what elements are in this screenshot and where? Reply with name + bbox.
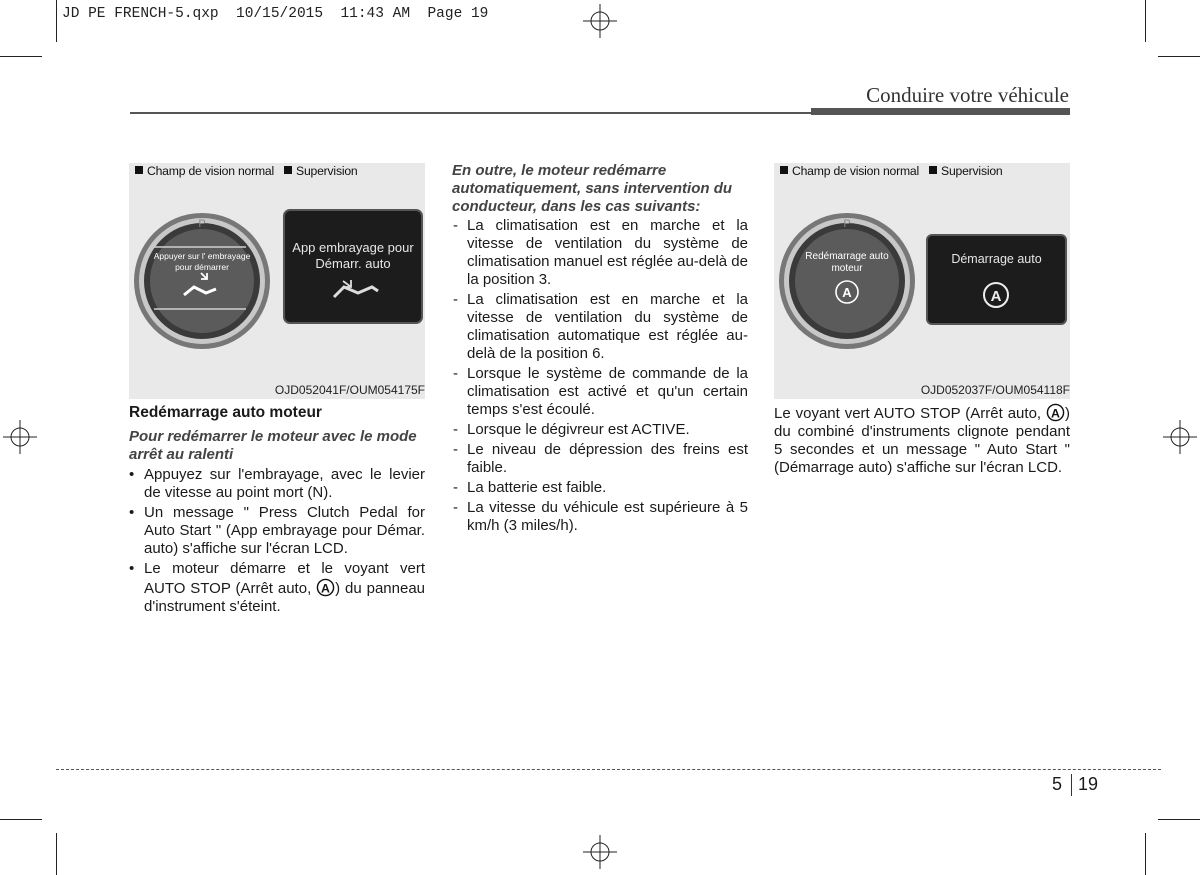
list-item: • Le moteur démarre et le voyant vert AUTO STOP (Arrêt auto, A ) du panneau d'instrument s'éteint. — [129, 560, 425, 616]
list-item: - Lorsque le dégivreur est ACTIVE. — [452, 421, 748, 439]
list-item: - Lorsque le système de commande de la climatisation est activé et qu'un certain temps s'est écoulé. — [452, 365, 748, 419]
registration-mark-top — [583, 4, 617, 38]
conditions-list — [452, 217, 748, 535]
registration-mark-right — [1163, 420, 1197, 454]
auto-stop-icon — [1046, 403, 1065, 422]
legend-normal: Champ de vision normal — [792, 164, 920, 178]
section-title: Conduire votre véhicule — [866, 83, 1069, 107]
column-2 — [452, 162, 748, 537]
lcd-message: Démarrage auto — [951, 252, 1042, 266]
list-item: • Un message " Press Clutch Pedal for Auto Start " (App embrayage pour Démar. auto) s'affiche sur l'écran LCD. — [129, 504, 425, 558]
figure-code: OJD052041F/OUM054175F — [274, 383, 425, 397]
figure-legend — [780, 164, 1003, 178]
lcd-message-line1: App embrayage pour — [292, 240, 414, 255]
figure-auto-start — [774, 163, 1070, 399]
legend-supervision: Supervision — [941, 164, 1003, 178]
list-item: - La climatisation est en marche et la vitesse de ventilation du système de climatisation automatique est réglée au-delà de la position 6. — [452, 291, 748, 363]
list-item: - La batterie est faible. — [452, 479, 748, 497]
legend-supervision: Supervision — [296, 164, 358, 178]
figure-code: OJD052037F/OUM054118F — [920, 383, 1070, 397]
header-bar — [811, 108, 1070, 115]
subheading: Pour redémarrer le moteur avec le mode arrêt au ralenti — [129, 428, 417, 463]
gauge-message: Appuyer sur l' embrayage pour démarrer — [153, 251, 251, 272]
svg-text:P: P — [198, 218, 206, 230]
legend-normal: Champ de vision normal — [147, 164, 275, 178]
figure-clutch-restart — [129, 163, 425, 399]
instruction-list — [129, 466, 425, 616]
list-item: • Appuyez sur l'embrayage, avec le levier de vitesse au point mort (N). — [129, 466, 425, 502]
svg-text:A: A — [990, 288, 1002, 305]
svg-text:P: P — [843, 218, 851, 230]
header-rule — [130, 112, 811, 114]
gauge-illustration — [129, 185, 425, 365]
page-number-separator — [1071, 774, 1072, 796]
list-item: - Le niveau de dépression des freins est faible. — [452, 441, 748, 477]
list-item: - La vitesse du véhicule est supérieure à 5 km/h (3 miles/h). — [452, 499, 748, 535]
gauge-illustration — [774, 185, 1070, 365]
lcd-message-line2: Démarr. auto — [315, 256, 391, 271]
svg-text:A: A — [842, 285, 852, 300]
section-heading: Redémarrage auto moteur — [129, 404, 322, 421]
gauge-message: Redémarrage auto moteur — [805, 251, 889, 274]
footer-dashed-rule — [56, 769, 1161, 770]
column-3-paragraph: Le voyant vert AUTO STOP (Arrêt auto, A ) du combiné d'instruments clignote pendant 5 secondes et un message " Auto Start " (Démarrage auto) s'affiche sur l'écran LCD. — [774, 405, 1070, 476]
page-number: 19 — [1078, 774, 1099, 794]
figure-legend — [135, 164, 358, 178]
registration-mark-left — [3, 420, 37, 454]
column-1 — [129, 404, 425, 618]
svg-text:A: A — [321, 581, 331, 596]
registration-mark-bottom — [583, 835, 617, 869]
chapter-number: 5 — [1052, 774, 1063, 794]
lcd-message — [281, 240, 425, 272]
subheading: En outre, le moteur redémarre automatiquement, sans intervention du conducteur, dans les cas suivants: — [452, 162, 733, 215]
svg-text:A: A — [1051, 406, 1060, 421]
print-slug: JD PE FRENCH-5.qxp 10/15/2015 11:43 AM Page 19 — [62, 6, 489, 22]
auto-stop-icon — [316, 578, 335, 597]
list-item: - La climatisation est en marche et la vitesse de ventilation du système de climatisation manuel est réglée au-delà de la position 3. — [452, 217, 748, 289]
